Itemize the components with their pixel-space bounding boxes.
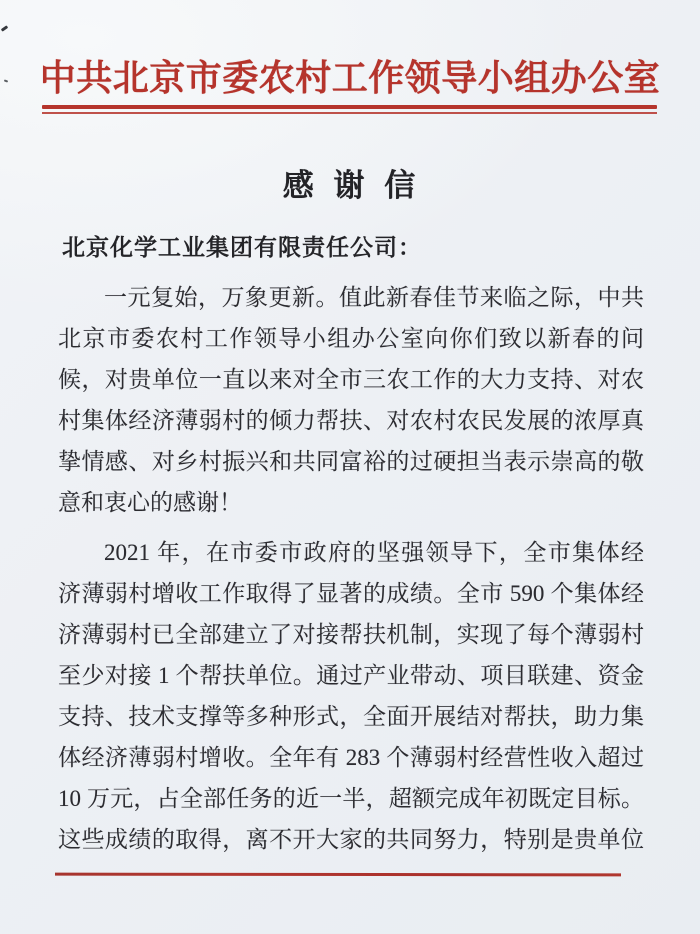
body-line: 候，对贵单位一直以来对全市三农工作的大力支持、对农: [58, 367, 644, 392]
footer-rule: [55, 873, 621, 877]
body-line: 济薄弱村已全部建立了对接帮扶机制，实现了每个薄弱村: [58, 622, 644, 647]
body-line: 10 万元，占全部任务的近一半，超额完成年初既定目标。: [58, 786, 644, 811]
body-line: 支持、技术支撑等多种形式，全面开展结对帮扶，助力集: [58, 704, 644, 729]
body-line: 2021 年，在市委市政府的坚强领导下，全市集体经: [104, 540, 644, 565]
letter-title: 感 谢 信: [282, 168, 418, 203]
body-line: 村集体经济薄弱村的倾力帮扶、对农村农民发展的浓厚真: [58, 408, 644, 433]
body-line: 至少对接 1 个帮扶单位。通过产业带动、项目联建、资金: [58, 663, 644, 688]
letterhead-rule-thick: [42, 105, 657, 109]
body-paragraph: [58, 277, 644, 523]
body-line: 这些成绩的取得，离不开大家的共同努力，特别是贵单位: [58, 827, 644, 852]
scan-artifact-speck: [1, 25, 8, 31]
letterhead-rule-thin: [42, 112, 657, 114]
letterhead-org-name: 中共北京市委农村工作领导小组办公室: [39, 58, 661, 98]
body-line: 体经济薄弱村增收。全年有 283 个薄弱村经营性收入超过: [58, 745, 644, 770]
body-line: 北京市委农村工作领导小组办公室向你们致以新春的问: [58, 326, 644, 351]
body-line: 挚情感、对乡村振兴和共同富裕的过硬担当表示崇高的敬: [58, 449, 644, 474]
body-line: 一元复始，万象更新。值此新春佳节来临之际，中共: [104, 285, 644, 310]
body-paragraph: [58, 532, 644, 860]
body-line: 济薄弱村增收工作取得了显著的成绩。全市 590 个集体经: [58, 581, 644, 606]
body-line: 意和衷心的感谢！: [58, 490, 242, 515]
letter-body: [58, 277, 644, 860]
salutation: 北京化学工业集团有限责任公司：: [62, 234, 422, 260]
